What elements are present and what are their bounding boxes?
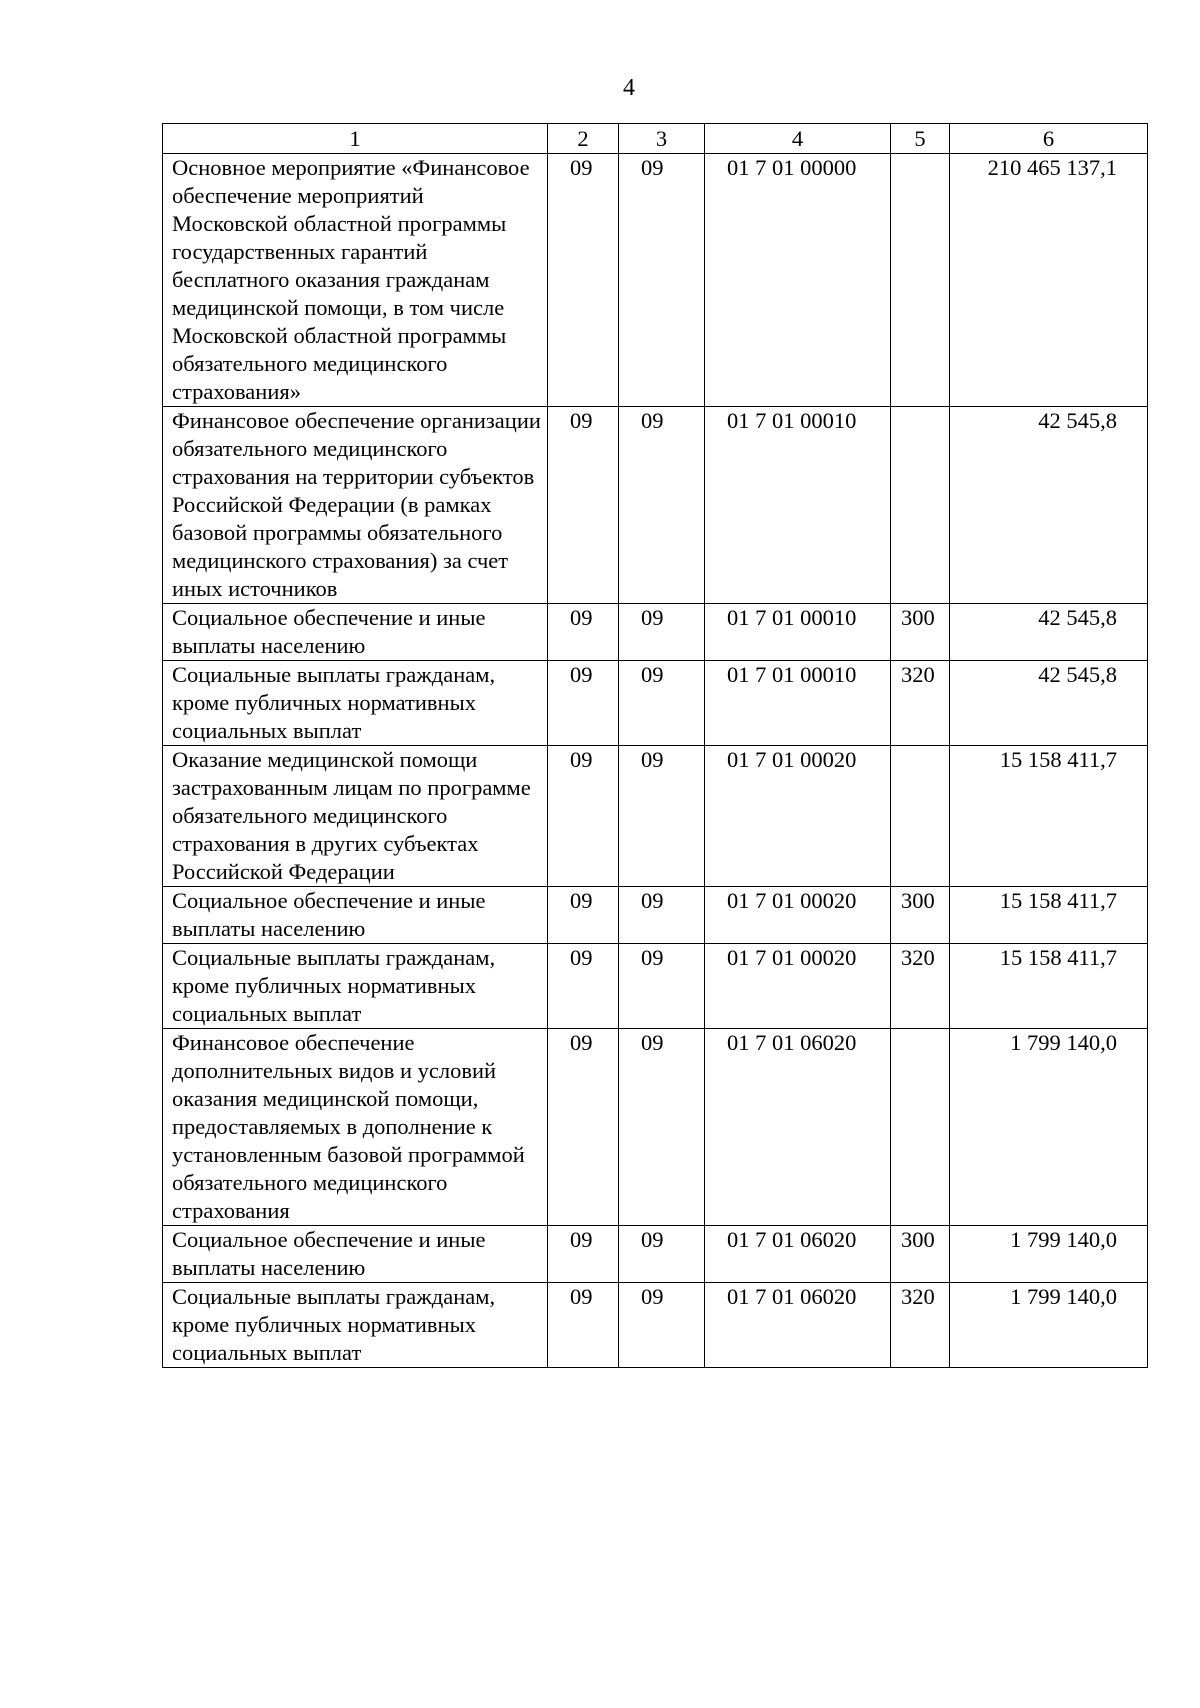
- row-name: Социальное обеспечение и иные выплаты населению: [163, 887, 548, 944]
- row-section: 09: [548, 887, 619, 944]
- row-name: Социальные выплаты гражданам, кроме публичных нормативных социальных выплат: [163, 661, 548, 746]
- row-subsection: 09: [619, 1283, 705, 1368]
- row-name: Финансовое обеспечение дополнительных видов и условий оказания медицинской помощи, предоставляемых в дополнение к установленным базовой программой обязательного медицинского страхования: [163, 1029, 548, 1226]
- row-name: Социальное обеспечение и иные выплаты населению: [163, 1226, 548, 1283]
- row-section: 09: [548, 661, 619, 746]
- row-section: 09: [548, 1029, 619, 1226]
- row-expense-type: 300: [891, 604, 950, 661]
- row-target-code: 01 7 01 00020: [705, 944, 891, 1029]
- row-section: 09: [548, 944, 619, 1029]
- row-name: Социальные выплаты гражданам, кроме публичных нормативных социальных выплат: [163, 944, 548, 1029]
- row-subsection: 09: [619, 887, 705, 944]
- row-name: Социальное обеспечение и иные выплаты населению: [163, 604, 548, 661]
- row-subsection: 09: [619, 1029, 705, 1226]
- table-row: [163, 887, 1148, 944]
- row-amount: 1 799 140,0: [950, 1283, 1148, 1368]
- row-expense-type: 300: [891, 887, 950, 944]
- table-row: [163, 746, 1148, 887]
- row-subsection: 09: [619, 944, 705, 1029]
- row-target-code: 01 7 01 00010: [705, 604, 891, 661]
- row-expense-type: [891, 746, 950, 887]
- table-row: [163, 944, 1148, 1029]
- row-name: Финансовое обеспечение организации обязательного медицинского страхования на территории субъектов Российской Федерации (в рамках базовой программы обязательного медицинского страхования) за счет иных источников: [163, 407, 548, 604]
- row-subsection: 09: [619, 154, 705, 407]
- row-target-code: 01 7 01 06020: [705, 1226, 891, 1283]
- row-expense-type: [891, 407, 950, 604]
- row-section: 09: [548, 746, 619, 887]
- table-row: [163, 1029, 1148, 1226]
- row-amount: 15 158 411,7: [950, 746, 1148, 887]
- header-cell-2: 2: [548, 124, 619, 154]
- row-subsection: 09: [619, 407, 705, 604]
- row-expense-type: 320: [891, 944, 950, 1029]
- row-amount: 42 545,8: [950, 661, 1148, 746]
- row-section: 09: [548, 604, 619, 661]
- header-cell-3: 3: [619, 124, 705, 154]
- row-amount: 1 799 140,0: [950, 1029, 1148, 1226]
- table-row: [163, 407, 1148, 604]
- row-expense-type: 320: [891, 661, 950, 746]
- row-name: Оказание медицинской помощи застрахованным лицам по программе обязательного медицинского страхования в других субъектах Российской Федерации: [163, 746, 548, 887]
- page-number: 4: [623, 75, 635, 101]
- row-section: 09: [548, 1283, 619, 1368]
- header-cell-4: 4: [705, 124, 891, 154]
- table-row: [163, 1283, 1148, 1368]
- table-row: [163, 154, 1148, 407]
- row-subsection: 09: [619, 604, 705, 661]
- row-subsection: 09: [619, 661, 705, 746]
- row-amount: 1 799 140,0: [950, 1226, 1148, 1283]
- row-expense-type: [891, 154, 950, 407]
- row-target-code: 01 7 01 00020: [705, 746, 891, 887]
- row-target-code: 01 7 01 00020: [705, 887, 891, 944]
- header-cell-6: 6: [950, 124, 1148, 154]
- table-row: [163, 1226, 1148, 1283]
- table-header-row: [163, 124, 1148, 154]
- table-row: [163, 604, 1148, 661]
- row-target-code: 01 7 01 00010: [705, 407, 891, 604]
- row-target-code: 01 7 01 00010: [705, 661, 891, 746]
- row-expense-type: 320: [891, 1283, 950, 1368]
- row-amount: 42 545,8: [950, 604, 1148, 661]
- row-subsection: 09: [619, 746, 705, 887]
- row-target-code: 01 7 01 06020: [705, 1283, 891, 1368]
- row-section: 09: [548, 407, 619, 604]
- row-section: 09: [548, 1226, 619, 1283]
- row-name: Социальные выплаты гражданам, кроме публичных нормативных социальных выплат: [163, 1283, 548, 1368]
- row-expense-type: [891, 1029, 950, 1226]
- row-target-code: 01 7 01 00000: [705, 154, 891, 407]
- row-amount: 15 158 411,7: [950, 944, 1148, 1029]
- header-cell-5: 5: [891, 124, 950, 154]
- row-name: Основное мероприятие «Финансовое обеспечение мероприятий Московской областной программы государственных гарантий бесплатного оказания гражданам медицинской помощи, в том числе Московской областной программы обязательного медицинского страхования»: [163, 154, 548, 407]
- row-amount: 42 545,8: [950, 407, 1148, 604]
- header-cell-1: 1: [163, 124, 548, 154]
- budget-table: [162, 123, 1148, 1368]
- row-amount: 15 158 411,7: [950, 887, 1148, 944]
- row-target-code: 01 7 01 06020: [705, 1029, 891, 1226]
- row-subsection: 09: [619, 1226, 705, 1283]
- row-expense-type: 300: [891, 1226, 950, 1283]
- table-row: [163, 661, 1148, 746]
- row-amount: 210 465 137,1: [950, 154, 1148, 407]
- row-section: 09: [548, 154, 619, 407]
